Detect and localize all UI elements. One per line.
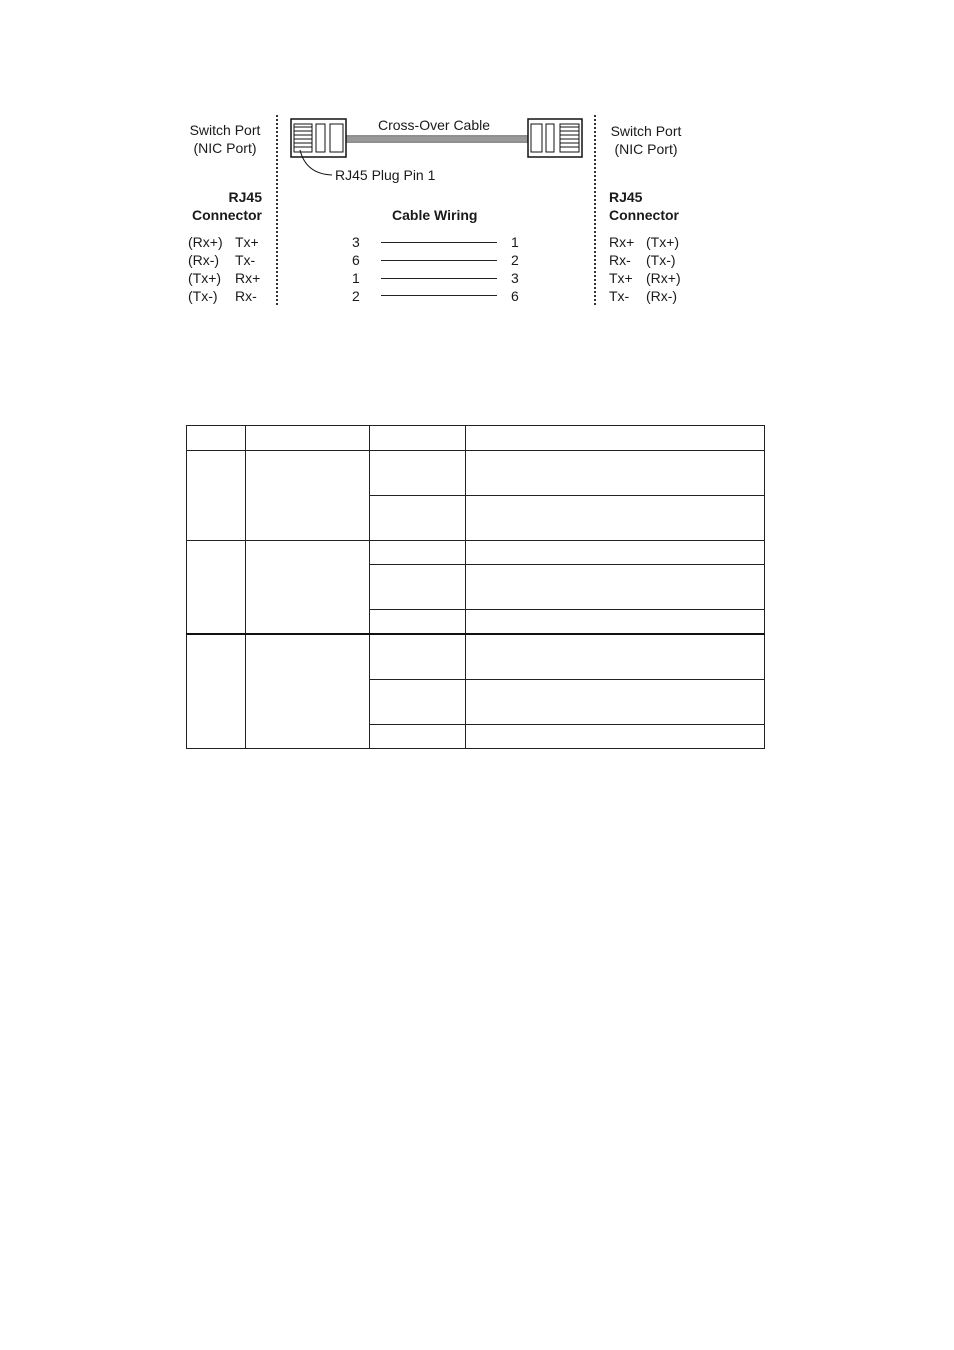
right-pin: 3 xyxy=(511,270,519,286)
table-cell xyxy=(370,426,466,451)
table-cell xyxy=(370,541,466,565)
right-pin: 1 xyxy=(511,234,519,250)
table-cell xyxy=(466,634,765,680)
right-signal: Rx- xyxy=(609,252,631,268)
left-signal: Rx+ xyxy=(235,270,261,286)
table-cell xyxy=(466,541,765,565)
table-cell xyxy=(246,451,370,541)
left-signal-alt: (Rx+) xyxy=(188,234,223,250)
crossover-cable-diagram xyxy=(0,0,954,320)
right-connector-heading: Connector xyxy=(609,207,679,223)
wire-line xyxy=(381,260,497,261)
left-signal-alt: (Tx+) xyxy=(188,270,222,286)
table-cell xyxy=(466,610,765,635)
table-row xyxy=(187,541,765,565)
table-cell xyxy=(187,634,246,749)
table-row xyxy=(187,634,765,680)
left-pin: 2 xyxy=(352,288,360,304)
table-cell xyxy=(466,725,765,749)
table-cell xyxy=(466,680,765,725)
table-cell xyxy=(466,426,765,451)
table-cell xyxy=(246,426,370,451)
right-signal-alt: (Tx-) xyxy=(646,252,676,268)
right-rj45-plug-icon xyxy=(528,119,582,157)
left-signal: Tx- xyxy=(235,252,256,268)
cable-wiring-heading: Cable Wiring xyxy=(392,207,478,223)
table-cell xyxy=(466,565,765,610)
table-cell xyxy=(370,451,466,496)
cable-illustration xyxy=(0,0,954,200)
right-port-subtitle: (NIC Port) xyxy=(614,141,678,157)
wire-line xyxy=(381,242,497,243)
table-cell xyxy=(466,451,765,496)
right-signal: Rx+ xyxy=(609,234,635,250)
left-signal-alt: (Rx-) xyxy=(188,252,220,268)
table-cell xyxy=(370,634,466,680)
wire-line xyxy=(381,278,497,279)
left-port-title: Switch Port xyxy=(189,122,261,138)
table-cell xyxy=(246,634,370,749)
left-rj45-plug-icon xyxy=(291,119,346,157)
plug-pin-label: RJ45 Plug Pin 1 xyxy=(335,167,436,183)
table-header-row xyxy=(187,426,765,451)
right-signal: Tx- xyxy=(609,288,630,304)
table-cell xyxy=(187,426,246,451)
right-pin: 2 xyxy=(511,252,519,268)
right-signal-alt: (Rx+) xyxy=(646,270,681,286)
left-pin: 6 xyxy=(352,252,360,268)
empty-specification-table xyxy=(186,425,765,749)
left-rj45-heading: RJ45 xyxy=(228,189,262,205)
table-cell xyxy=(187,451,246,541)
left-connector-heading: Connector xyxy=(192,207,262,223)
right-rj45-heading: RJ45 xyxy=(609,189,643,205)
left-signal-alt: (Tx-) xyxy=(188,288,218,304)
right-signal-alt: (Tx+) xyxy=(646,234,680,250)
table-row xyxy=(187,451,765,496)
cable-label: Cross-Over Cable xyxy=(378,117,491,133)
table-cell xyxy=(370,725,466,749)
right-pin: 6 xyxy=(511,288,519,304)
left-pin: 3 xyxy=(352,234,360,250)
left-signal: Rx- xyxy=(235,288,257,304)
right-signal: Tx+ xyxy=(609,270,633,286)
table-cell xyxy=(246,541,370,635)
left-signal: Tx+ xyxy=(235,234,259,250)
right-signal-alt: (Rx-) xyxy=(646,288,678,304)
left-pin: 1 xyxy=(352,270,360,286)
wire-line xyxy=(381,295,497,296)
table-cell xyxy=(370,496,466,541)
left-port-subtitle: (NIC Port) xyxy=(193,140,257,156)
table-cell xyxy=(466,496,765,541)
table-cell xyxy=(187,541,246,635)
table-cell xyxy=(370,610,466,635)
table-cell xyxy=(370,680,466,725)
table-cell xyxy=(370,565,466,610)
right-port-title: Switch Port xyxy=(610,123,682,139)
